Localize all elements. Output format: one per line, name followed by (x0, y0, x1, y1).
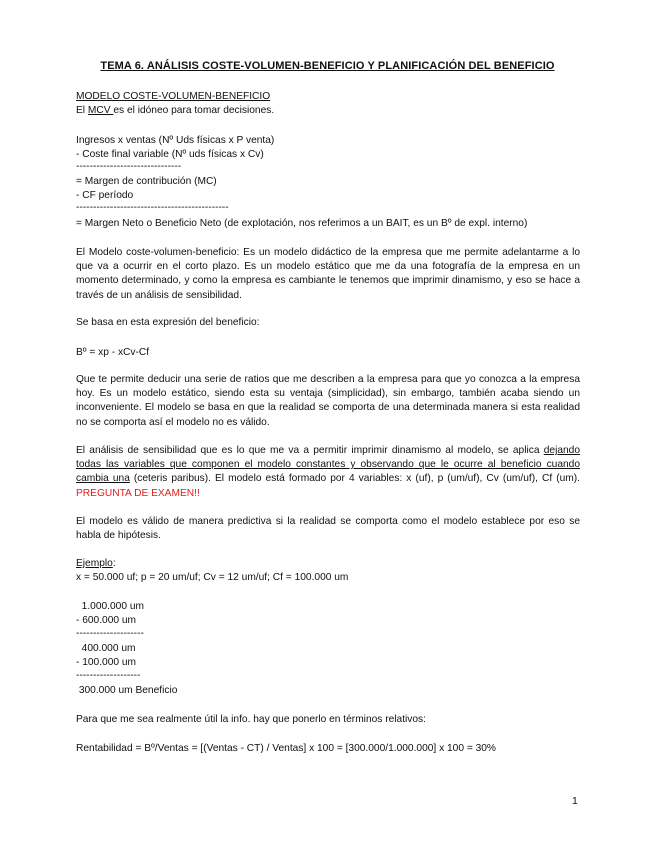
example-calc-divider: -------------------- (76, 628, 144, 639)
paragraph-basis: Se basa en esta expresión del beneficio: (76, 317, 260, 328)
scheme-line-ingresos: Ingresos x ventas (Nº Uds físicas x P venta) (76, 135, 275, 146)
paragraph-validity: El modelo es válido de manera predictiva si la realidad se comporta como el modelo establece por eso se habla de hipótesis. (76, 516, 580, 542)
mcv-term: MCV (87, 105, 114, 116)
page-number: 1 (572, 795, 578, 807)
section-heading: MODELO COSTE-VOLUMEN-BENEFICIO (76, 91, 271, 102)
example-calc-divider: ------------------- (76, 670, 141, 681)
paragraph-relative: Para que me sea realmente útil la info. hay que ponerlo en términos relativos: (76, 714, 426, 725)
scheme-divider: ------------------------------- (76, 161, 182, 172)
example-heading (76, 557, 116, 570)
sens-pre: El análisis de sensibilidad que es lo que me va a permitir imprimir dinamismo al modelo, se aplica (76, 445, 544, 456)
example-colon: : (112, 558, 116, 569)
intro-pre: El (76, 105, 88, 116)
example-result: 300.000 um Beneficio (76, 685, 178, 696)
scheme-line-cf: - CF período (76, 190, 134, 201)
scheme-divider: --------------------------------------------- (76, 202, 229, 213)
exam-note: PREGUNTA DE EXAMEN!! (76, 487, 200, 499)
intro-line (76, 104, 274, 117)
sens-underlined: dejando todas las variables que componen el modelo constantes y observando que le ocurre al beneficio cuando cambia una (76, 445, 580, 485)
example-label: Ejemplo (76, 558, 113, 569)
example-data: x = 50.000 uf; p = 20 um/uf; Cv = 12 um/uf; Cf = 100.000 um (76, 572, 349, 583)
page-title: TEMA 6. ANÁLISIS COSTE-VOLUMEN-BENEFICIO Y PLANIFICACIÓN DEL BENEFICIO (100, 60, 555, 72)
example-calc-line: 1.000.000 um (76, 601, 144, 612)
example-calc-line: - 600.000 um (76, 615, 137, 626)
scheme-line-margen-contribucion: = Margen de contribución (MC) (76, 176, 217, 187)
profit-formula: Bº = xp - xCv-Cf (76, 347, 150, 358)
scheme-line-coste-variable: - Coste final variable (Nº uds físicas x Cv) (76, 149, 264, 160)
scheme-line-margen-neto: = Margen Neto o Beneficio Neto (de explotación, nos referimos a un BAIT, es un Bº de expl. interno) (76, 218, 528, 229)
example-calc-line: 400.000 um (76, 643, 136, 654)
paragraph-ratios: Que te permite deducir una serie de ratios que me describen a la empresa para que yo conozca a la empresa hoy. Es un modelo estático, siendo esta su ventaja (simplicidad), sin embargo, también acaba siendo un inconveniente. El modelo se basa en que la realidad se comporta de una determinada manera si esta realidad no se comporta así el modelo no es válido. (76, 374, 580, 428)
paragraph-sensitivity (76, 444, 580, 501)
paragraph-model: El Modelo coste-volumen-beneficio: Es un modelo didáctico de la empresa que me permite adelantarme a lo que va a ocurrir en el corto plazo. Es un modelo estático que me da una fotografía de la empresa en un momento determinado, y como la empresa es cambiante le tenemos que imprimir dinamismo, y eso se hace a través de un análisis de sensibilidad. (76, 247, 580, 301)
sens-post: (ceteris paribus). El modelo está formado por 4 variables: x (uf), p (um/uf), Cv (um/uf), Cf (um). (129, 473, 580, 485)
rentabilidad-formula: Rentabilidad = Bº/Ventas = [(Ventas - CT) / Ventas] x 100 = [300.000/1.000.000] x 100 = 30% (76, 743, 496, 754)
example-calc-line: - 100.000 um (76, 657, 137, 668)
intro-post: es el idóneo para tomar decisiones. (113, 105, 275, 116)
